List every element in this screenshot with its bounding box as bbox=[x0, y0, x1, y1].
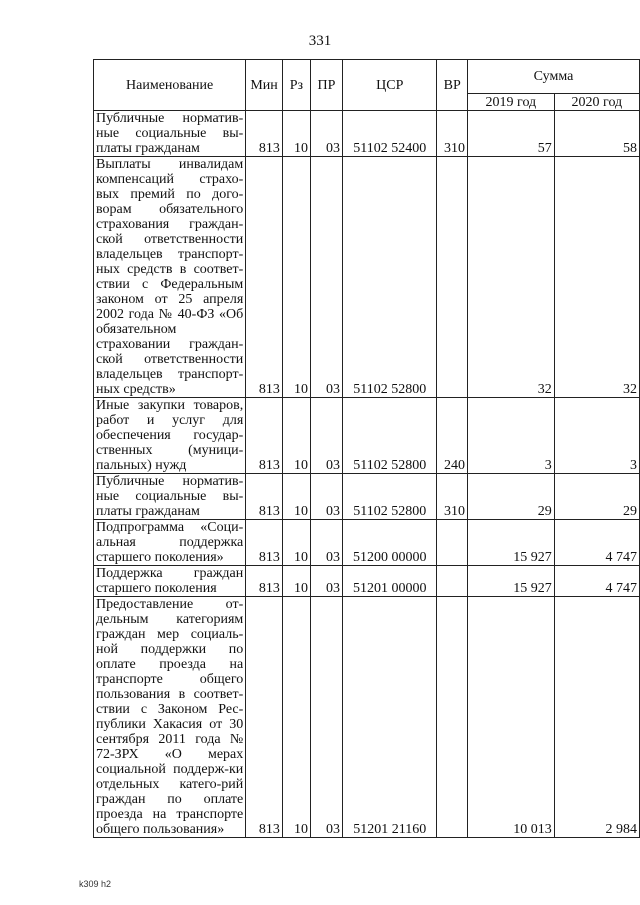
header-rz: Рз bbox=[282, 60, 310, 111]
row-csr: 51102 52800 bbox=[343, 157, 437, 398]
row-csr: 51201 00000 bbox=[343, 566, 437, 597]
header-year-2019: 2019 год bbox=[468, 94, 555, 111]
row-name: Иные закупки товаров, работ и услуг для обеспечения государ-ственных (муници-пальных) нужд bbox=[94, 398, 246, 474]
row-pr: 03 bbox=[310, 398, 342, 474]
row-vr: 310 bbox=[437, 474, 468, 520]
row-name: Публичные норматив-ные социальные вы-платы гражданам bbox=[94, 111, 246, 157]
budget-table bbox=[93, 59, 640, 838]
table-row bbox=[94, 398, 640, 474]
row-name: Предоставление от-дельным категориям граждан мер социаль-ной поддержки по оплате проезда на транспорте общего пользования в соответ-ствии с Законом Рес-публики Хакасия от 30 сентября 2011 года № 72-ЗРХ «О мерах социальной поддерж-ки отдельных катего-рий граждан по оплате проезда на транспорте общего пользования» bbox=[94, 597, 246, 838]
row-vr: 310 bbox=[437, 111, 468, 157]
row-vr bbox=[437, 566, 468, 597]
row-sum-2019: 15 927 bbox=[468, 566, 555, 597]
table-body bbox=[94, 111, 640, 838]
row-name: Публичные норматив-ные социальные вы-платы гражданам bbox=[94, 474, 246, 520]
table-row bbox=[94, 597, 640, 838]
header-pr: ПР bbox=[310, 60, 342, 111]
row-pr: 03 bbox=[310, 157, 342, 398]
row-sum-2019: 10 013 bbox=[468, 597, 555, 838]
table-row bbox=[94, 566, 640, 597]
row-rz: 10 bbox=[282, 398, 310, 474]
row-sum-2020: 2 984 bbox=[554, 597, 639, 838]
row-min: 813 bbox=[246, 474, 283, 520]
row-vr: 240 bbox=[437, 398, 468, 474]
row-sum-2019: 15 927 bbox=[468, 520, 555, 566]
row-name: Выплаты инвалидам компенсаций страхо-вых премий по дого-ворам обязательного страхования граждан-ской ответственности владельцев транспорт-ных средств в соответ-ствии с Федеральным законом от 25 апреля 2002 года № 40-ФЗ «Об обязательном страховании граждан-ской ответственности владельцев транспорт-ных средств» bbox=[94, 157, 246, 398]
row-csr: 51201 21160 bbox=[343, 597, 437, 838]
header-min: Мин bbox=[246, 60, 283, 111]
row-min: 813 bbox=[246, 520, 283, 566]
row-pr: 03 bbox=[310, 474, 342, 520]
row-sum-2019: 3 bbox=[468, 398, 555, 474]
row-name: Подпрограмма «Соци-альная поддержка старшего поколения» bbox=[94, 520, 246, 566]
row-rz: 10 bbox=[282, 566, 310, 597]
row-min: 813 bbox=[246, 111, 283, 157]
row-vr bbox=[437, 520, 468, 566]
row-vr bbox=[437, 157, 468, 398]
table-row bbox=[94, 157, 640, 398]
row-csr: 51102 52800 bbox=[343, 398, 437, 474]
row-sum-2019: 29 bbox=[468, 474, 555, 520]
row-min: 813 bbox=[246, 157, 283, 398]
row-sum-2020: 4 747 bbox=[554, 520, 639, 566]
row-min: 813 bbox=[246, 398, 283, 474]
row-sum-2020: 4 747 bbox=[554, 566, 639, 597]
row-sum-2019: 57 bbox=[468, 111, 555, 157]
row-rz: 10 bbox=[282, 474, 310, 520]
row-min: 813 bbox=[246, 597, 283, 838]
table-row bbox=[94, 474, 640, 520]
row-rz: 10 bbox=[282, 597, 310, 838]
header-year-2020: 2020 год bbox=[554, 94, 639, 111]
row-csr: 51102 52800 bbox=[343, 474, 437, 520]
row-sum-2020: 32 bbox=[554, 157, 639, 398]
row-rz: 10 bbox=[282, 111, 310, 157]
table-row bbox=[94, 111, 640, 157]
header-name: Наименование bbox=[94, 60, 246, 111]
row-sum-2020: 3 bbox=[554, 398, 639, 474]
row-rz: 10 bbox=[282, 157, 310, 398]
footer-code: k309 h2 bbox=[79, 879, 112, 889]
row-name: Поддержка граждан старшего поколения bbox=[94, 566, 246, 597]
header-sum: Сумма bbox=[468, 60, 640, 94]
page-number: 331 bbox=[308, 33, 332, 49]
table-row bbox=[94, 520, 640, 566]
header-vr: ВР bbox=[437, 60, 468, 111]
row-pr: 03 bbox=[310, 566, 342, 597]
row-pr: 03 bbox=[310, 520, 342, 566]
row-rz: 10 bbox=[282, 520, 310, 566]
row-min: 813 bbox=[246, 566, 283, 597]
row-sum-2019: 32 bbox=[468, 157, 555, 398]
row-pr: 03 bbox=[310, 597, 342, 838]
row-csr: 51200 00000 bbox=[343, 520, 437, 566]
row-csr: 51102 52400 bbox=[343, 111, 437, 157]
row-pr: 03 bbox=[310, 111, 342, 157]
row-sum-2020: 58 bbox=[554, 111, 639, 157]
header-csr: ЦСР bbox=[343, 60, 437, 111]
row-vr bbox=[437, 597, 468, 838]
row-sum-2020: 29 bbox=[554, 474, 639, 520]
